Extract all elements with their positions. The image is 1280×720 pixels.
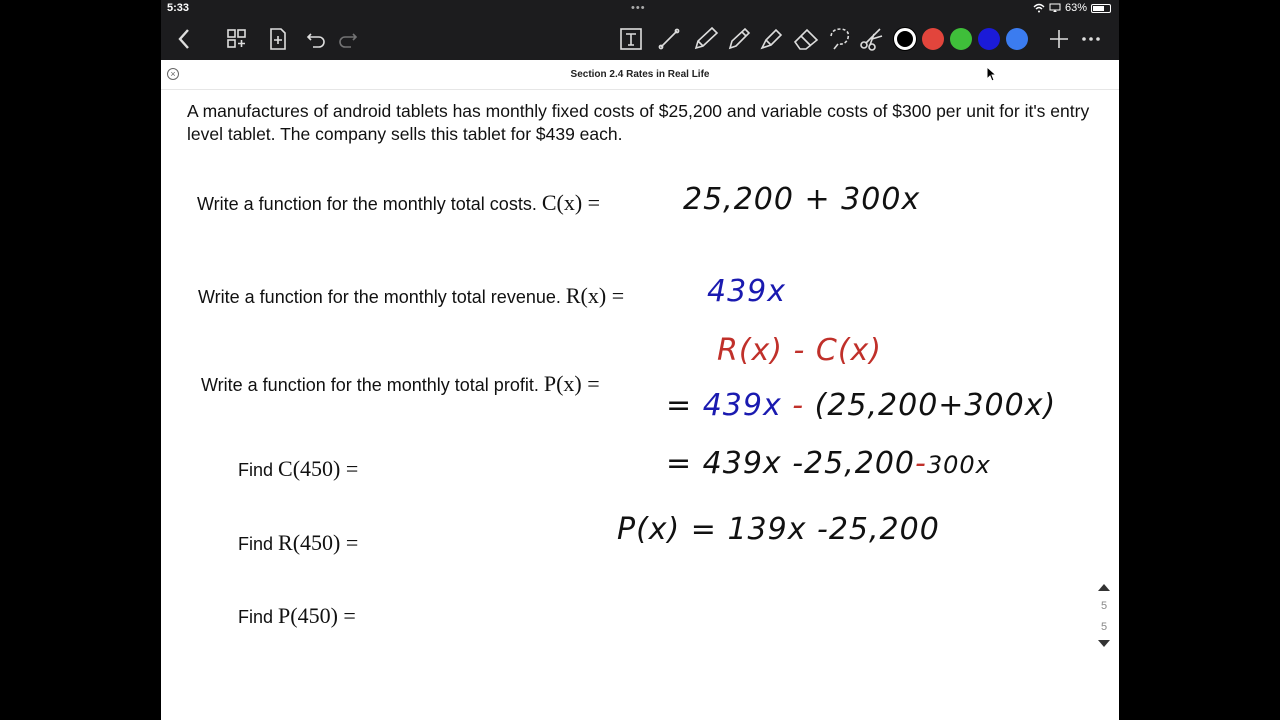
highlighter-icon: [758, 26, 784, 52]
redo-button[interactable]: [337, 24, 359, 54]
handwritten-revenue-function: 439x: [707, 274, 787, 309]
step2-minus: -: [915, 446, 927, 481]
text-tool-button[interactable]: [619, 24, 643, 54]
more-icon: [1081, 36, 1101, 42]
find-profit-math: P(450) =: [278, 603, 356, 628]
text-box-icon: [620, 28, 642, 50]
wifi-icon: [1033, 3, 1045, 13]
scissors-tool-button[interactable]: [857, 24, 885, 54]
color-swatch-green[interactable]: [950, 28, 972, 50]
page-up-icon[interactable]: [1097, 581, 1111, 593]
grid-icon: [227, 29, 247, 49]
find-cost-label: Find: [238, 460, 274, 480]
document-header: [161, 60, 1119, 90]
find-profit-label: Find: [238, 607, 274, 627]
scissors-icon: [858, 26, 884, 52]
step2-variable: 300x: [926, 451, 991, 479]
line-icon: [658, 28, 680, 50]
add-button[interactable]: [1047, 24, 1071, 54]
chevron-left-icon: [177, 28, 191, 50]
question-profit: [201, 371, 600, 397]
battery-percent: 63%: [1064, 2, 1087, 14]
lasso-tool-button[interactable]: [825, 24, 853, 54]
question-cost-math: C(x) =: [541, 190, 601, 215]
question-revenue: [198, 283, 624, 309]
screen-mirror-icon: [1049, 3, 1061, 13]
color-swatch-dark-blue[interactable]: [978, 28, 1000, 50]
color-swatch-black[interactable]: [894, 28, 916, 50]
toolbar: [161, 0, 1119, 60]
find-cost: [238, 456, 358, 482]
close-document-icon[interactable]: ×: [167, 68, 179, 80]
more-button[interactable]: [1079, 24, 1103, 54]
line-tool-button[interactable]: [657, 24, 681, 54]
question-profit-text: Write a function for the monthly total profit.: [201, 375, 539, 395]
pencil-tool-button[interactable]: [725, 24, 753, 54]
add-page-icon: [269, 28, 287, 50]
eraser-icon: [792, 27, 820, 51]
redo-icon: [338, 30, 358, 48]
step1-cost: (25,200+300x): [814, 388, 1057, 423]
multitask-dots[interactable]: •••: [631, 2, 646, 14]
grid-view-button[interactable]: [225, 24, 249, 54]
undo-button[interactable]: [305, 24, 327, 54]
question-revenue-math: R(x) =: [565, 283, 625, 308]
fountain-pen-icon: [692, 26, 720, 52]
find-revenue-math: R(450) =: [278, 530, 359, 555]
question-cost: [197, 190, 600, 216]
find-profit: [238, 603, 356, 629]
color-swatch-blue[interactable]: [1006, 28, 1028, 50]
page-down-icon[interactable]: [1097, 638, 1111, 650]
handwritten-profit-definition: R(x) - C(x): [717, 333, 883, 368]
battery-icon: [1091, 4, 1111, 13]
find-revenue: [238, 530, 358, 556]
handwritten-profit-final: P(x) = 139x -25,200: [617, 512, 940, 547]
problem-statement: A manufactures of android tablets has monthly fixed costs of $25,200 and variable costs of $300 per unit for it's entry level tablet. The company sells this tablet for $439 each.: [187, 101, 1090, 144]
status-indicators: [1033, 2, 1111, 14]
total-page-number: 5: [1100, 621, 1108, 633]
step1-equals: =: [666, 388, 693, 423]
document-title: Section 2.4 Rates in Real Life: [570, 69, 710, 80]
eraser-tool-button[interactable]: [791, 24, 821, 54]
status-time: 5:33: [167, 2, 190, 14]
mouse-cursor-icon: [986, 66, 998, 82]
add-page-button[interactable]: [267, 24, 289, 54]
app-screen: [161, 0, 1119, 720]
pen-tool-button[interactable]: [691, 24, 721, 54]
question-cost-text: Write a function for the monthly total costs.: [197, 194, 537, 214]
lasso-icon: [826, 26, 852, 52]
plus-icon: [1049, 29, 1069, 49]
step1-revenue: 439x: [702, 388, 782, 423]
undo-icon: [306, 30, 326, 48]
step1-minus: -: [792, 388, 805, 423]
current-page-number: 5: [1100, 600, 1108, 612]
handwritten-cost-function: 25,200 + 300x: [683, 182, 921, 217]
pencil-icon: [726, 26, 752, 52]
find-revenue-label: Find: [238, 534, 274, 554]
handwritten-profit-step2: [666, 446, 991, 481]
question-profit-math: P(x) =: [543, 371, 600, 396]
color-swatch-red[interactable]: [922, 28, 944, 50]
highlighter-tool-button[interactable]: [757, 24, 785, 54]
question-revenue-text: Write a function for the monthly total revenue.: [198, 287, 561, 307]
step2-main: = 439x -25,200: [666, 446, 916, 481]
find-cost-math: C(450) =: [278, 456, 359, 481]
back-button[interactable]: [173, 24, 195, 54]
handwritten-profit-step1: [666, 388, 1056, 423]
